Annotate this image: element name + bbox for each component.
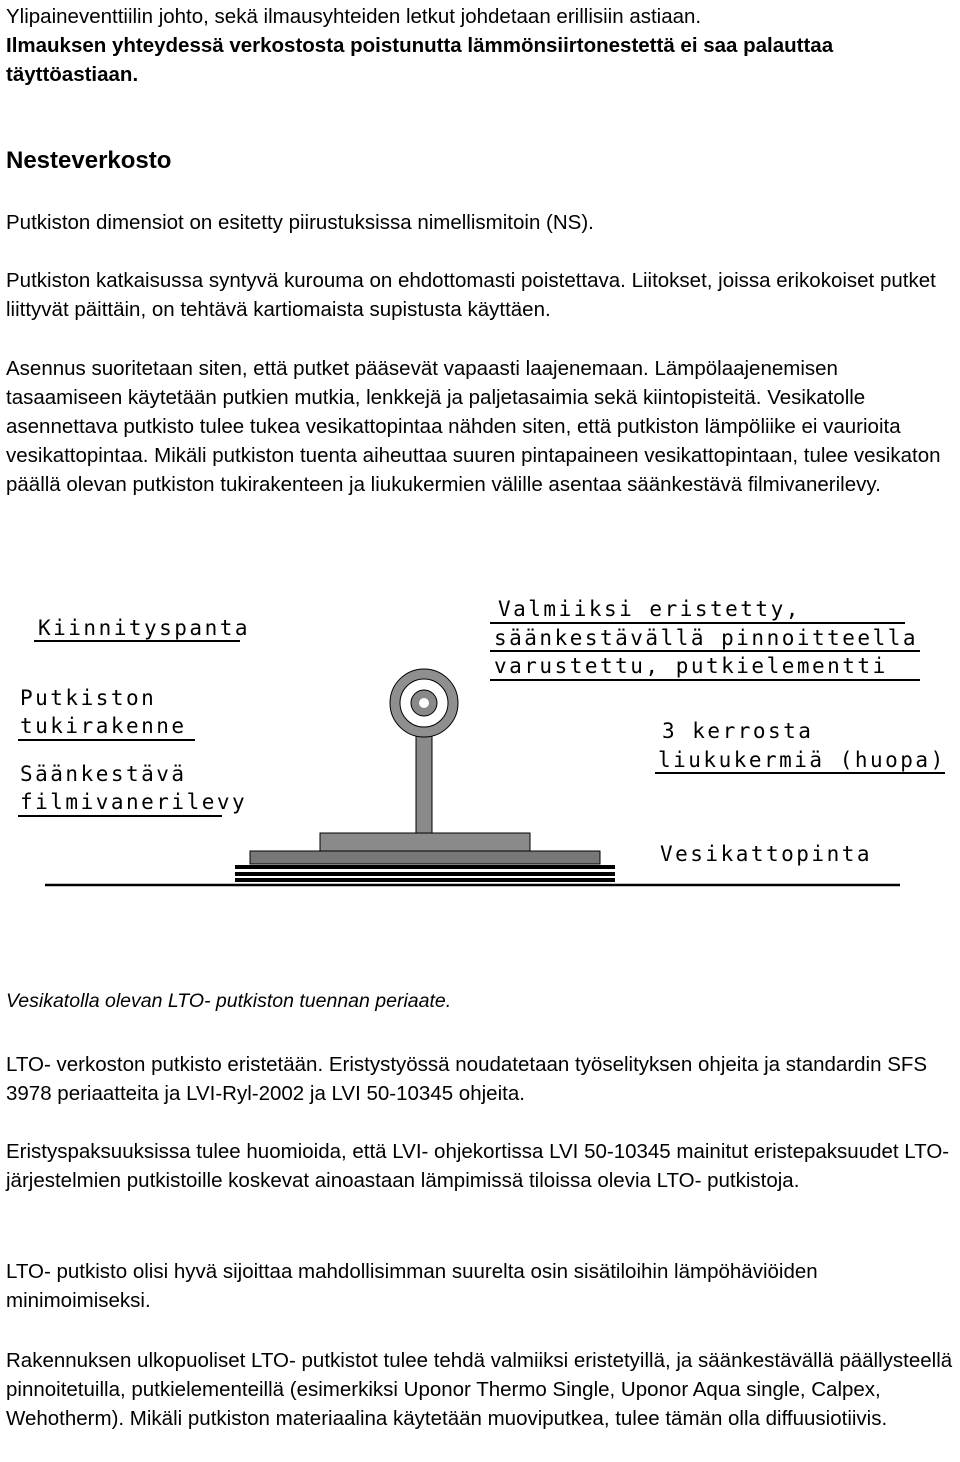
label-putkiston: Putkiston <box>20 686 157 710</box>
label-valmiiksi-line2: säänkestävällä pinnoitteella <box>494 626 919 650</box>
intro-bold-text: Ilmauksen yhteydessä verkostosta poistunutta lämmönsiirtonestettä ei saa palauttaa täyttöastiaan. <box>6 34 834 86</box>
label-valmiiksi-line3: varustettu, putkielementti <box>494 654 888 678</box>
plywood-plate <box>250 851 600 864</box>
felt-layer <box>235 878 615 882</box>
label-vesikattopinta: Vesikattopinta <box>660 842 873 866</box>
intro-paragraph <box>6 2 956 89</box>
figure-caption: Vesikatolla olevan LTO- putkiston tuennan periaate. <box>6 990 452 1012</box>
paragraph-asennus: Asennus suoritetaan siten, että putket pääsevät vapaasti laajenemaan. Lämpölaajenemisen tasaamiseen käytetään putkien mutkia, lenkkejä ja paljetasaimia sekä kiintopisteitä. Vesikatolle asennettava putkisto tulee tukea vesikattopintaa nähden siten, että putkiston lämpöliike ei vaurioita vesikattopintaa. Mikäli putkiston tuenta aiheuttaa suuren pintapaineen vesikattopintaan, tulee vesikaton päällä olevan putkiston tukirakenteen ja liukukermien välille asentaa säänkestävä filmivanerilevy. <box>6 357 941 496</box>
felt-layer <box>235 872 615 876</box>
label-saankestava: Säänkestävä <box>20 762 187 786</box>
label-tukirakenne: tukirakenne <box>20 714 187 738</box>
paragraph-sisatilat: LTO- putkisto olisi hyvä sijoittaa mahdollisimman suurelta osin sisätiloihin lämpöhäviöiden minimoimiseksi. <box>6 1260 818 1312</box>
paragraph-kurouma: Putkiston katkaisussa syntyvä kurouma on ehdottomasti poistettava. Liitokset, joissa erikokoiset putket liittyvät päittäin, on tehtävä kartiomaista supistusta käyttäen. <box>6 269 936 321</box>
label-kiinnityspanta: Kiinnityspanta <box>38 616 251 640</box>
support-base <box>320 833 530 851</box>
label-valmiiksi-line1: Valmiiksi eristetty, <box>498 597 801 621</box>
label-kerrosta-line1: 3 kerrosta <box>662 719 814 743</box>
felt-layer <box>235 865 615 869</box>
pipe-core <box>419 698 429 708</box>
pipe-support-diagram <box>0 585 960 945</box>
paragraph-eristyspaksuus: Eristyspaksuuksissa tulee huomioida, että LVI- ohjekortissa LVI 50-10345 mainitut eristepaksuudet LTO- järjestelmien putkistoille koskevat ainoastaan lämpimissä tiloissa olevia LTO- putkistoja. <box>6 1140 950 1192</box>
label-filmivanerilevy: filmivanerilevy <box>20 790 248 814</box>
paragraph-ulkopuoliset: Rakennuksen ulkopuoliset LTO- putkistot tulee tehdä valmiiksi eristetyillä, ja säänkestävällä päällysteellä pinnoitetuilla, putkielementeillä (esimerkiksi Uponor Thermo Single, Uponor Aqua single, Calpex, Wehotherm). Mikäli putkiston materiaalina käytetään muoviputkea, tulee tämän olla diffuusiotiivis. <box>6 1349 953 1430</box>
intro-line: Ylipaineventtiilin johto, sekä ilmausyhteiden letkut johdetaan erillisiin astiaan. <box>6 5 702 28</box>
paragraph-eristys: LTO- verkoston putkisto eristetään. Eristystyössä noudatetaan työselityksen ohjeita ja standardin SFS 3978 periaatteita ja LVI-Ryl-2002 ja LVI 50-10345 ohjeita. <box>6 1053 928 1105</box>
paragraph-dimensions: Putkiston dimensiot on esitetty piirustuksissa nimellismitoin (NS). <box>6 211 594 234</box>
label-kerrosta-line2: liukukermiä (huopa) <box>658 748 946 772</box>
section-heading: Nesteverkosto <box>6 147 172 174</box>
support-post <box>416 735 432 833</box>
